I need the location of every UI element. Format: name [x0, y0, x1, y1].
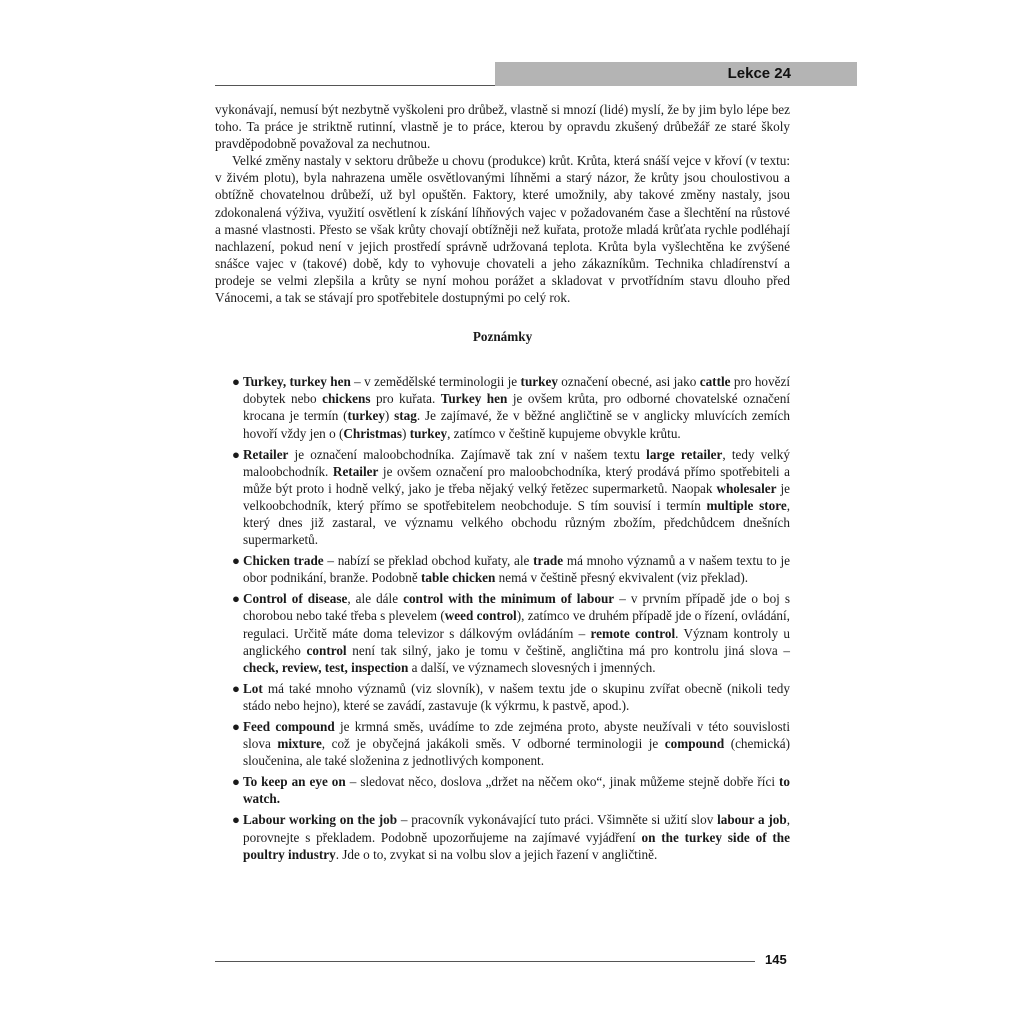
note-text: označení obecné, asi jako	[557, 374, 700, 390]
bullet-icon: ●	[232, 553, 240, 569]
term: trade	[533, 553, 564, 569]
note-text: )	[401, 425, 410, 441]
bullet-icon: ●	[232, 446, 240, 462]
note-item	[215, 811, 790, 862]
term: Labour working on the job	[243, 812, 398, 828]
note-text: ), zatímco ve druhém případě jde o řízení, ovládání, regulaci. Určitě máte doma televizor s dálkovým ovládáním –	[243, 608, 790, 641]
note-item	[215, 552, 790, 586]
note-item	[215, 373, 790, 441]
paragraph: Velké změny nastaly v sektoru drůbeže u chovu (produkce) krůt. Krůta, která snáší vejce v křoví (v textu: v živém plotu), byla nahrazena uměle osvětlovanými líhněmi a starý názor, že krůty jsou choulostivou a obtížně chovatelnou drůbeží, už byl opuštěn. Faktory, které umožnily, aby takové změny nastaly, jsou zdokonalená výživa, využití osvětlení k získání líhňových vajec v požadovaném čase a šlechtění na růstové a masné vlastnosti. Přesto se však krůty chovají obtížněji než kuřata, protože mladá krůťata rychle podléhají nachlazení, pokud není v jejich prostředí správně udržovaná teplota. Krůta byla vyšlechtěna ke zvýšené snášce vajec v (takové) době, kdy to vyhovuje chovateli a jeho zákazníkům. Technika chladírenství a prodeje se velmi zlepšila a krůty se nyní mohou porážet a skladovat v prvotřídním stavu dlouho před Vánocemi, a tak se stávají pro spotřebitele dostupnými po celý rok.	[215, 153, 790, 306]
paragraph: vykonávají, nemusí být nezbytně vyškoleni pro drůbež, vlastně si mnozí (lidé) myslí, že by jim bylo lépe bez toho. Ta práce je striktně rutinní, vlastně je to práce, kterou by opravdu zkušený drůbežář ze staré školy pravděpodobně považoval za nechutnou.	[215, 102, 790, 152]
term: Turkey hen	[440, 391, 508, 407]
term: Feed compound	[243, 719, 335, 734]
note-text: je označení maloobchodníka. Zajímavě tak zní v našem textu	[288, 446, 647, 462]
term: remote control	[590, 625, 676, 641]
bullet-icon: ●	[232, 374, 240, 390]
term: mixture	[277, 736, 322, 752]
note-text: , což je obyčejná jakákoli směs. V odborné terminologii je	[321, 736, 665, 752]
note-text: je krmná směs, uvádíme to zde zejména proto, abyste neužívali v této souvislosti slova	[243, 719, 790, 752]
note-item	[215, 590, 790, 675]
term: Lot	[243, 680, 263, 696]
term: Turkey, turkey hen	[243, 374, 351, 390]
note-item	[215, 773, 790, 807]
term: weed control	[444, 608, 517, 624]
bullet-icon: ●	[232, 591, 240, 607]
note-text: nemá v češtině přesný ekvivalent (viz překlad).	[495, 570, 749, 586]
note-text: – v prvním případě jde o boj s chorobou nebo také třeba s plevelem (	[243, 591, 791, 624]
term: Retailer	[243, 446, 289, 462]
term: Christmas	[343, 425, 402, 441]
term: on the turkey side of the poultry industry	[243, 829, 790, 862]
term: Retailer	[332, 463, 379, 479]
note-text: má také mnoho významů (viz slovník), v našem textu jde o skupinu zvířat obecně (nikoli tedy stádo nebo hejno), které se zavádí, zastavuje (k výkrmu, k pastvě, apod.).	[243, 680, 790, 713]
note-text: )	[384, 408, 395, 424]
term: turkey	[520, 374, 558, 390]
note-text: (chemická) sloučenina, ale také složenina z jednotlivých komponent.	[243, 736, 790, 769]
note-text: . Je zajímavé, že v běžné angličtině se v anglicky mluvících zemích hovoří vždy jen o (	[243, 408, 790, 441]
term: cattle	[699, 374, 731, 390]
note-text: – sledovat něco, doslova „držet na něčem oko“, jinak můžeme stejně dobře říci	[345, 774, 779, 790]
term: turkey	[409, 425, 448, 441]
note-text: pro kuřata.	[370, 391, 441, 407]
term: control with the minimum of labour	[403, 591, 615, 607]
notes-title: Poznámky	[472, 329, 533, 345]
term: compound	[664, 736, 725, 752]
page-content	[215, 101, 790, 867]
term: chickens	[322, 391, 371, 407]
note-item	[215, 680, 790, 714]
note-item	[215, 446, 790, 549]
note-text: – pracovník vykonávající tuto práci. Všimněte si užití slov	[397, 812, 718, 828]
term: labour a job	[717, 812, 787, 828]
term: table chicken	[421, 570, 496, 586]
term: multiple store	[706, 497, 787, 513]
page-number: 145	[765, 952, 787, 967]
note-text: , ale dále	[347, 591, 404, 607]
term: stag	[394, 408, 417, 424]
term: large retailer	[646, 446, 723, 462]
note-text: není tak silný, jako je tomu v češtině, angličtina má pro kontrolu jiná slova –	[346, 642, 790, 658]
term: control	[306, 642, 347, 658]
note-text: , zatímco v češtině kupujeme obvykle krůtu.	[447, 425, 681, 441]
note-text: – v zemědělské terminologii je	[350, 374, 521, 390]
note-text: je ovšem krůta, pro odborné chovatelské označení krocana je termín (	[243, 391, 791, 424]
term: to watch.	[243, 774, 790, 807]
term: check, review, test, inspection	[243, 659, 409, 675]
note-text: , který dnes již zastaral, ve významu velkého obchodu různým zbožím, předchůdcem dnešních supermarketů.	[243, 497, 790, 548]
note-text: . Význam kontroly u anglického	[243, 625, 791, 658]
note-text: a další, ve významech slovesných i jmenných.	[408, 659, 656, 675]
note-text: je ovšem označení pro maloobchodníka, který prodává přímo spotřebiteli a může být proto i hodně velký, jako je třeba nějaký velký řetězec supermarketů. Naopak	[243, 463, 790, 496]
note-item	[215, 718, 790, 769]
bullet-icon: ●	[232, 774, 240, 790]
term: Control of disease	[243, 591, 348, 607]
note-text: – nabízí se překlad obchod kuřaty, ale	[323, 553, 534, 569]
footer-rule	[215, 961, 755, 962]
notes-list	[215, 373, 790, 863]
lesson-header: Lekce 24	[495, 62, 857, 86]
term: wholesaler	[716, 480, 777, 496]
term: Chicken trade	[243, 553, 324, 569]
bullet-icon: ●	[232, 680, 240, 696]
bullet-icon: ●	[232, 719, 240, 734]
note-text: . Jde o to, zvykat si na volbu slov a jejich řazení v angličtině.	[335, 846, 658, 862]
note-text: , tedy velký maloobchodník.	[243, 446, 790, 479]
bullet-icon: ●	[232, 812, 240, 828]
term: turkey	[347, 408, 385, 424]
term: To keep an eye on	[243, 774, 346, 790]
note-text: pro hovězí dobytek nebo	[243, 374, 790, 407]
note-text: je velkoobchodník, který přímo se spotřebitelem neobchoduje. S tím souvisí i termín	[243, 480, 790, 513]
note-text: má mnoho významů a v našem textu to je obor podnikání, branže. Podobně	[243, 553, 790, 586]
note-text: , porovnejte s překladem. Podobně upozorňujeme na zajímavé vyjádření	[243, 812, 790, 845]
